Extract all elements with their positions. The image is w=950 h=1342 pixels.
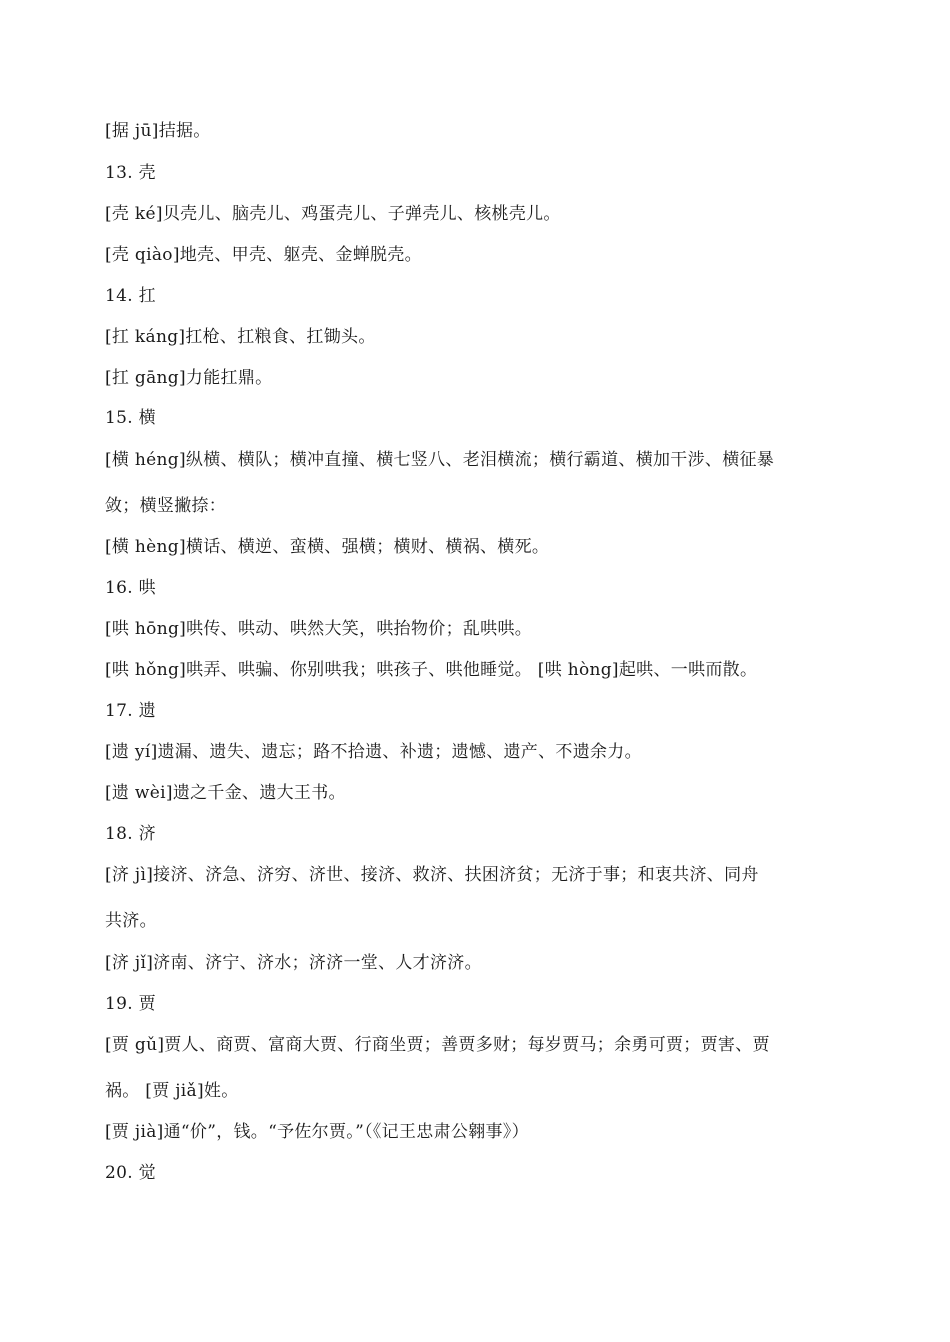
text-line: [横 héng]纵横、横队；横冲直撞、横七竖八、老泪横流；横行霸道、横加干涉、横征暴 xyxy=(105,450,775,470)
text-line: [横 hèng]横话、横逆、蛮横、强横；横财、横祸、横死。 xyxy=(105,537,550,557)
section-heading: 14. 扛 xyxy=(105,286,156,306)
text-line: [哄 hōng]哄传、哄动、哄然大笑，哄抬物价；乱哄哄。 xyxy=(105,619,533,639)
text-line: [贾 jià]通“价”，钱。“予佐尔贾。”（《记王忠肃公翱事》） xyxy=(105,1122,529,1142)
section-heading: 15. 横 xyxy=(105,408,156,428)
text-line: [据 jū]拮据。 xyxy=(105,121,211,141)
text-line: [济 jì]接济、济急、济穷、济世、接济、救济、扶困济贫；无济于事；和衷共济、同舟 xyxy=(105,865,759,885)
text-line: [扛 gāng]力能扛鼎。 xyxy=(105,368,273,388)
text-line: [遗 wèi]遗之千金、遗大王书。 xyxy=(105,783,346,803)
text-line: [遗 yí]遗漏、遗失、遗忘；路不拾遗、补遗；遗憾、遗产、不遗余力。 xyxy=(105,742,642,762)
section-heading: 18. 济 xyxy=(105,824,156,844)
text-line: [哄 hǒng]哄弄、哄骗、你别哄我；哄孩子、哄他睡觉。 [哄 hòng]起哄、一哄而散。 xyxy=(105,660,758,680)
text-line: 祸。 [贾 jiǎ]姓。 xyxy=(105,1081,239,1101)
section-heading: 16. 哄 xyxy=(105,578,156,598)
text-line: [济 jǐ]济南、济宁、济水；济济一堂、人才济济。 xyxy=(105,953,482,973)
text-line: [贾 gǔ]贾人、商贾、富商大贾、行商坐贾；善贾多财；每岁贾马；余勇可贾；贾害、贾 xyxy=(105,1035,770,1055)
section-heading: 20. 觉 xyxy=(105,1163,156,1183)
text-line: [扛 káng]扛枪、扛粮食、扛锄头。 xyxy=(105,327,376,347)
text-line: 共济。 xyxy=(105,911,157,931)
text-line: [壳 qiào]地壳、甲壳、躯壳、金蝉脱壳。 xyxy=(105,245,422,265)
text-line: 敛；横竖撇捺： xyxy=(105,496,227,516)
section-heading: 19. 贾 xyxy=(105,994,156,1014)
section-heading: 17. 遗 xyxy=(105,701,156,721)
section-heading: 13. 壳 xyxy=(105,163,156,183)
text-line: [壳 ké]贝壳儿、脑壳儿、鸡蛋壳儿、子弹壳儿、核桃壳儿。 xyxy=(105,204,561,224)
